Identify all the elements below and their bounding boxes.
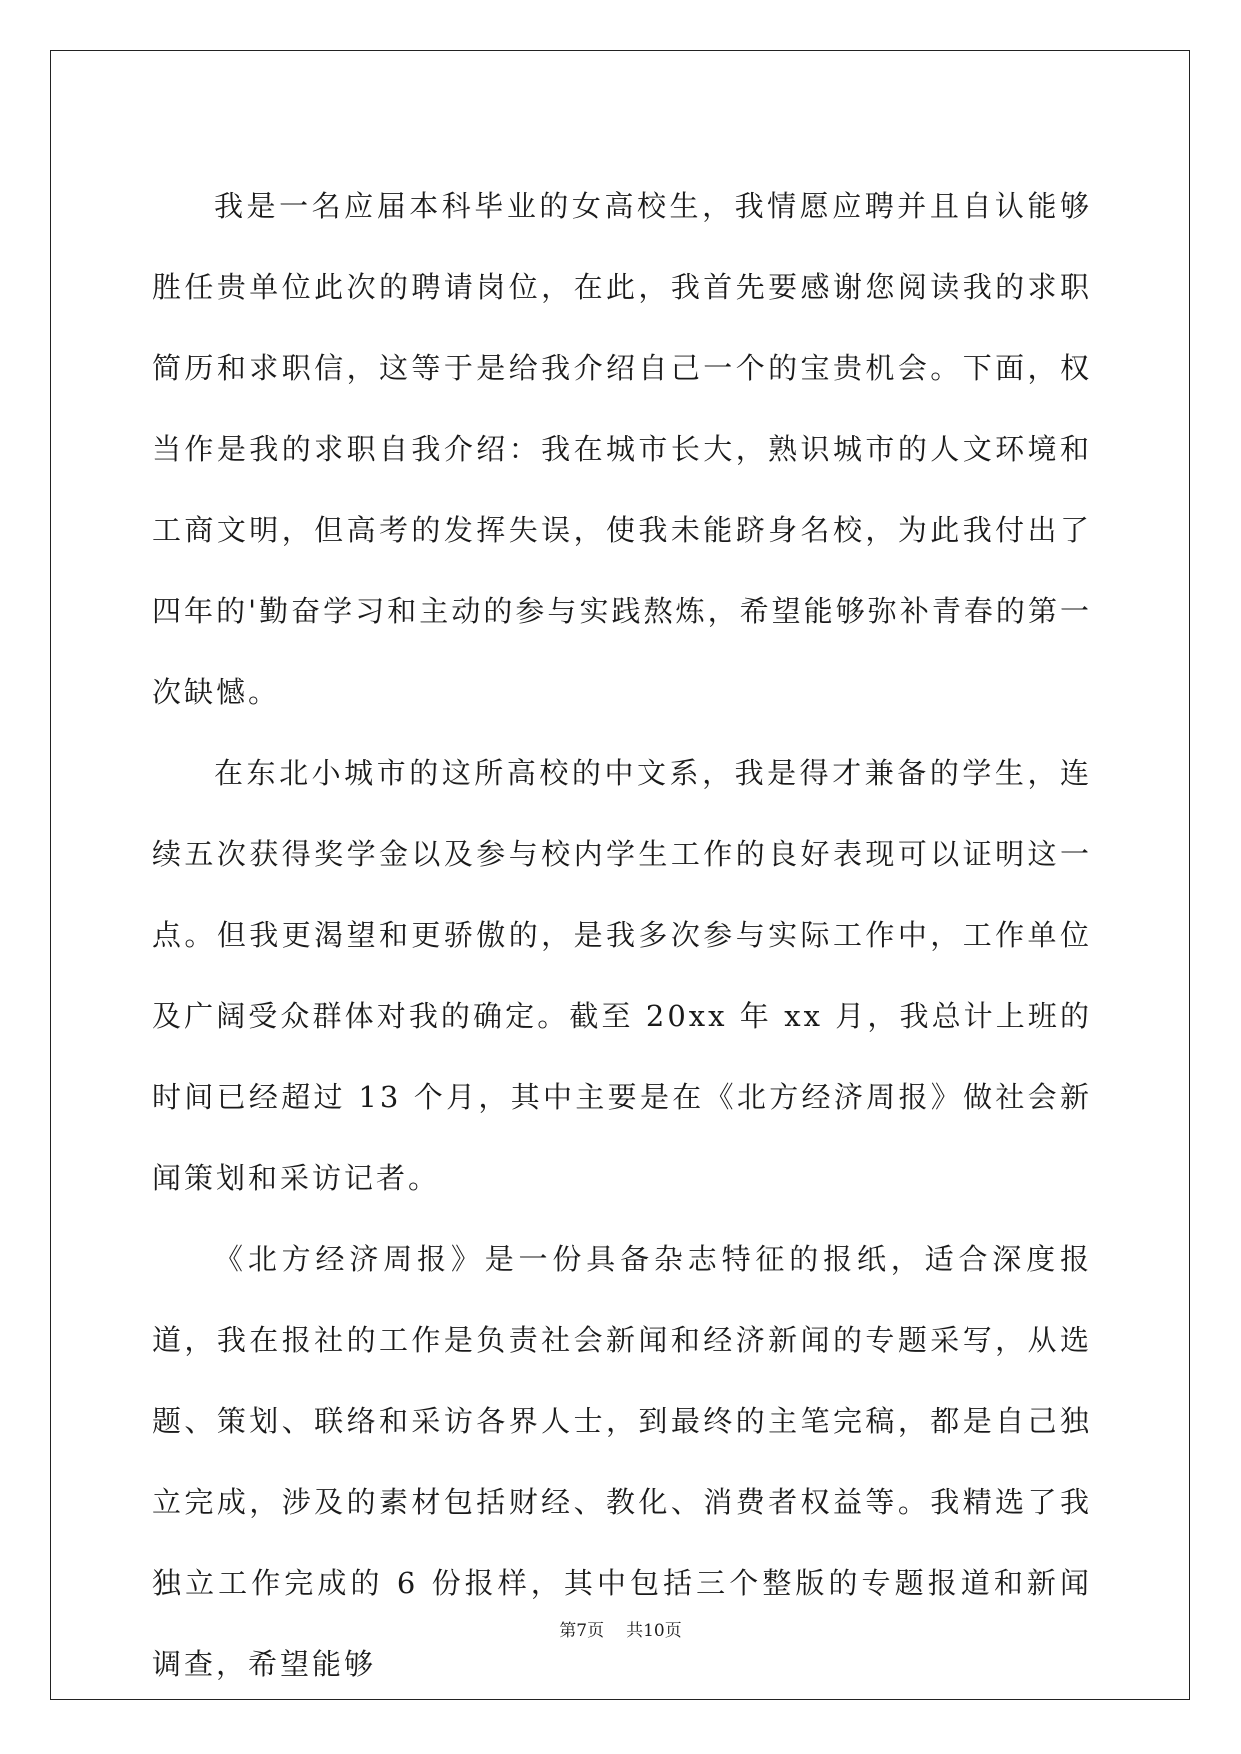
page-total: 共10页 [626,1621,682,1641]
page-number: 第7页 [559,1621,605,1641]
paragraph-3: 《北方经济周报》是一份具备杂志特征的报纸，适合深度报道，我在报社的工作是负责社会新闻和经济新闻的专题采写，从选题、策划、联络和采访各界人士，到最终的主笔完稿，都是自己独立完成，涉及的素材包括财经、教化、消费者权益等。我精选了我独立工作完成的 6 份报样，其中包括三个整版的专题报道和新闻调查，希望能够 [152,1242,1092,1681]
page-footer [0,1619,1241,1643]
paragraph-1: 我是一名应届本科毕业的女高校生，我情愿应聘并且自认能够胜任贵单位此次的聘请岗位，在此，我首先要感谢您阅读我的求职简历和求职信，这等于是给我介绍自己一个的宝贵机会。下面，权当作是我的求职自我介绍：我在城市长大，熟识城市的人文环境和工商文明，但高考的发挥失误，使我未能跻身名校，为此我付出了四年的'勤奋学习和主动的参与实践熬炼，希望能够弥补青春的第一次缺憾。 [152,189,1092,709]
document-body [152,166,1092,1705]
paragraph-2: 在东北小城市的这所高校的中文系，我是得才兼备的学生，连续五次获得奖学金以及参与校内学生工作的良好表现可以证明这一点。但我更渴望和更骄傲的，是我多次参与实际工作中，工作单位及广阔受众群体对我的确定。截至 20xx 年 xx 月，我总计上班的时间已经超过 13 个月，其中主要是在《北方经济周报》做社会新闻策划和采访记者。 [152,756,1092,1195]
